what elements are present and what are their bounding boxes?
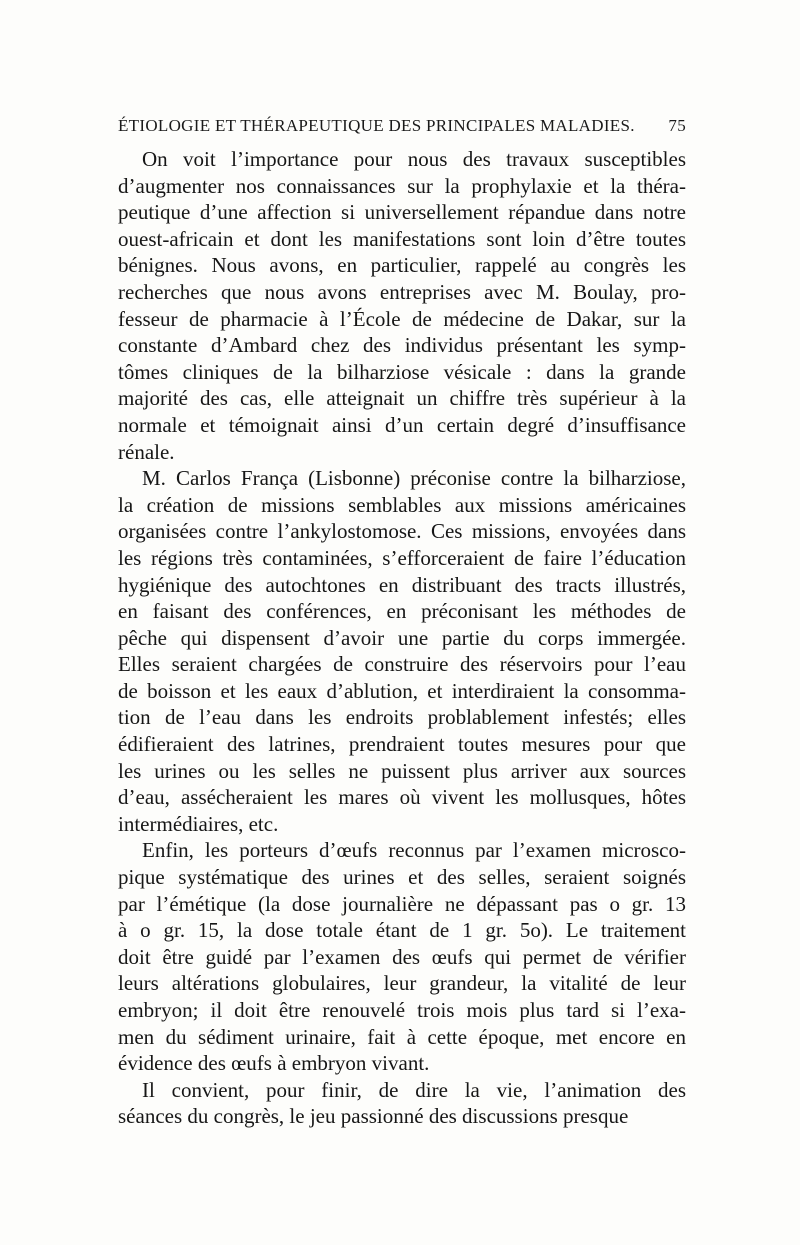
- text-line: d’augmenter nos connaissances sur la prophylaxie et la théra-: [118, 173, 686, 198]
- text-line: par l’émétique (la dose journalière ne dépassant pas o gr. 13: [118, 891, 686, 916]
- text-line: en faisant des conférences, en préconisant les méthodes de: [118, 599, 686, 624]
- text-line: normale et témoignait ainsi d’un certain degré d’insuffisance: [118, 412, 686, 437]
- text-line: constante d’Ambard chez des individus présentant les symp-: [118, 333, 686, 358]
- text-line: leurs altérations globulaires, leur grandeur, la vitalité de leur: [118, 971, 686, 996]
- text-line: embryon; il doit être renouvelé trois mois plus tard si l’exa-: [118, 998, 686, 1022]
- text-line: organisées contre l’ankylostomose. Ces missions, envoyées dans: [118, 519, 686, 544]
- text-line: peutique d’une affection si universellement répandue dans notre: [118, 200, 686, 225]
- text-line: majorité des cas, elle atteignait un chiffre très supérieur à la: [118, 386, 686, 411]
- text-line: les régions très contaminées, s’efforceraient de faire l’éducation: [118, 545, 686, 570]
- text-line: ouest-africain et dont les manifestations sont loin d’être toutes: [118, 226, 686, 251]
- paragraph: [118, 1077, 686, 1130]
- text-line: pêche qui dispensent d’avoir une partie du corps immergée.: [118, 625, 686, 650]
- text-line: On voit l’importance pour nous des travaux susceptibles: [142, 147, 686, 171]
- text-line: M. Carlos França (Lisbonne) préconise contre la bilharziose,: [142, 466, 686, 491]
- text-line: édifieraient des latrines, prendraient toutes mesures pour que: [118, 732, 686, 757]
- running-header: [118, 116, 686, 136]
- text-line: évidence des œufs à embryon vivant.: [118, 1051, 430, 1076]
- text-line: recherches que nous avons entreprises avec M. Boulay, pro-: [118, 279, 686, 304]
- text-line: Elles seraient chargées de construire des réservoirs pour l’eau: [118, 652, 686, 677]
- text-line: à o gr. 15, la dose totale étant de 1 gr. 5o). Le traitement: [118, 918, 686, 943]
- paragraph: [118, 146, 686, 465]
- text-line: tômes cliniques de la bilharziose vésicale : dans la grande: [118, 359, 686, 384]
- running-title: ÉTIOLOGIE ET THÉRAPEUTIQUE DES PRINCIPALES MALADIES.: [118, 116, 635, 135]
- text-line: de boisson et les eaux d’ablution, et interdiraient la consomma-: [118, 678, 686, 703]
- text-line: fesseur de pharmacie à l’École de médecine de Dakar, sur la: [118, 306, 686, 331]
- page-number: 75: [668, 116, 686, 135]
- text-line: intermédiaires, etc.: [118, 811, 279, 836]
- text-line: Enfin, les porteurs d’œufs reconnus par l’examen microsco-: [142, 838, 686, 863]
- text-line: d’eau, assécheraient les mares où vivent les mollusques, hôtes: [118, 785, 686, 810]
- paragraph: [118, 837, 686, 1076]
- text-line: bénignes. Nous avons, en particulier, rappelé au congrès les: [118, 253, 686, 278]
- text-line: la création de missions semblables aux missions américaines: [118, 492, 686, 517]
- text-line: rénale.: [118, 439, 175, 464]
- text-line: les urines ou les selles ne puissent plus arriver aux sources: [118, 758, 686, 783]
- body-text: [118, 146, 686, 1130]
- text-line: men du sédiment urinaire, fait à cette époque, met encore en: [118, 1024, 686, 1049]
- text-line: tion de l’eau dans les endroits problablement infestés; elles: [118, 705, 686, 730]
- text-line: hygiénique des autochtones en distribuant des tracts illustrés,: [118, 572, 686, 597]
- text-line: pique systématique des urines et des selles, seraient soignés: [118, 865, 686, 890]
- text-line: séances du congrès, le jeu passionné des discussions presque: [118, 1104, 629, 1129]
- text-line: Il convient, pour finir, de dire la vie, l’animation des: [142, 1077, 686, 1102]
- text-line: doit être guidé par l’examen des œufs qui permet de vérifier: [118, 944, 686, 969]
- paragraph: [118, 465, 686, 837]
